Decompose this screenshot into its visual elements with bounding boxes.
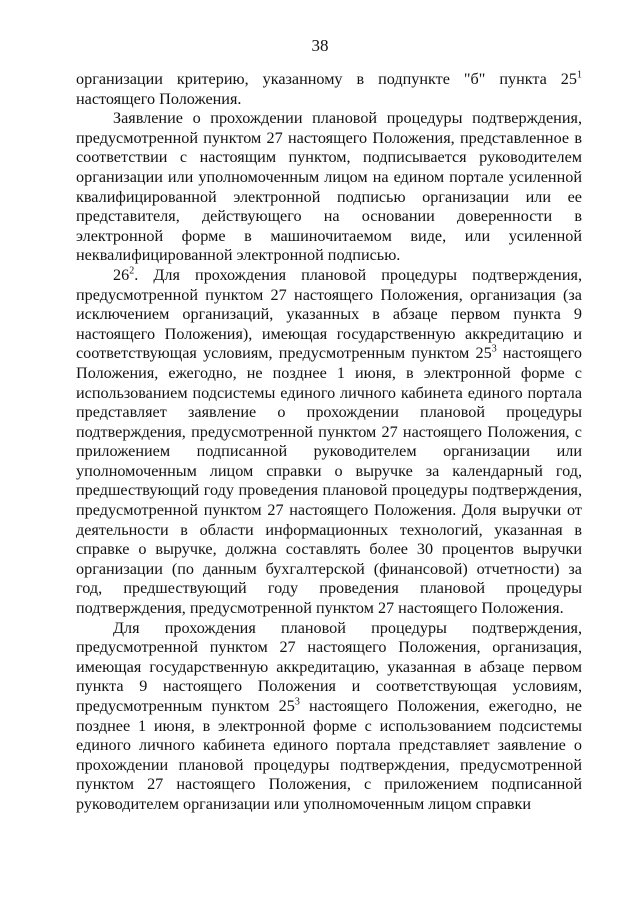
paragraph-p1	[76, 70, 582, 109]
page-number: 38	[311, 36, 329, 55]
superscript: 3	[294, 696, 300, 708]
text-run: . Для прохождения плановой процедуры подтверждения, предусмотренной пунктом 27 настоящего Положения, организация (за исключением организаций, указанных в абзаце первом пункта 9 настоящего Положения), имеющая государственную аккредитацию и соответствующая условиям, предусмотренным пунктом 25	[76, 265, 582, 363]
text-run: настоящего Положения, ежегодно, не позднее 1 июня, в электронной форме с использованием подсистемы единого личного кабинета единого портала представляет заявление о прохождении плановой процедуры подтверждения, предусмотренной пунктом 27 настоящего Положения, с приложением подписанной руководителем организации или уполномоченным лицом справки о выручке за календарный год, предшествующий году проведения плановой процедуры подтверждения, предусмотренной пунктом 27 настоящего Положения. Доля выручки от деятельности в области информационных технологий, указанная в справке о выручке, должна составлять более 30 процентов выручки организации (по данным бухгалтерской (финансовой) отчетности) за год, предшествующий году проведения плановой процедуры подтверждения, предусмотренной пунктом 27 настоящего Положения.	[76, 344, 582, 618]
text-run: Заявление о прохождении плановой процедуры подтверждения, предусмотренной пунктом 27 настоящего Положения, представленное в соответствии с настоящим пунктом, подписывается руководителем организации или уполномоченным лицом на едином портале усиленной квалифицированной электронной подписью организации или ее представителя, действующего на основании доверенности в электронной форме в машиночитаемом виде, или усиленной неквалифицированной электронной подписью.	[76, 109, 582, 265]
paragraph-p2	[76, 109, 582, 266]
text-run: настоящего Положения, ежегодно, не позднее 1 июня, в электронной форме с использованием подсистемы единого личного кабинета единого портала представляет заявление о прохождении плановой процедуры подтверждения, предусмотренной пунктом 27 настоящего Положения, с приложением подписанной руководителем организации или уполномоченным лицом справки	[76, 697, 582, 813]
text-run: 26	[113, 265, 130, 284]
document-body	[76, 70, 582, 815]
text-run: Для прохождения плановой процедуры подтверждения, предусмотренной пунктом 27 настоящего Положения, организация, имеющая государственную аккредитацию, указанная в абзаце первом пункта 9 настоящего Положения и соответствующая условиям, предусмотренным пунктом 25	[76, 618, 582, 715]
text-run: организации критерию, указанному в подпункте "б" пункта 25	[76, 70, 577, 88]
paragraph-p3	[76, 266, 582, 619]
superscript: 2	[129, 265, 135, 277]
superscript: 3	[491, 343, 497, 355]
superscript: 1	[577, 69, 582, 81]
paragraph-p4	[76, 619, 582, 815]
text-run: настоящего Положения.	[76, 89, 242, 108]
